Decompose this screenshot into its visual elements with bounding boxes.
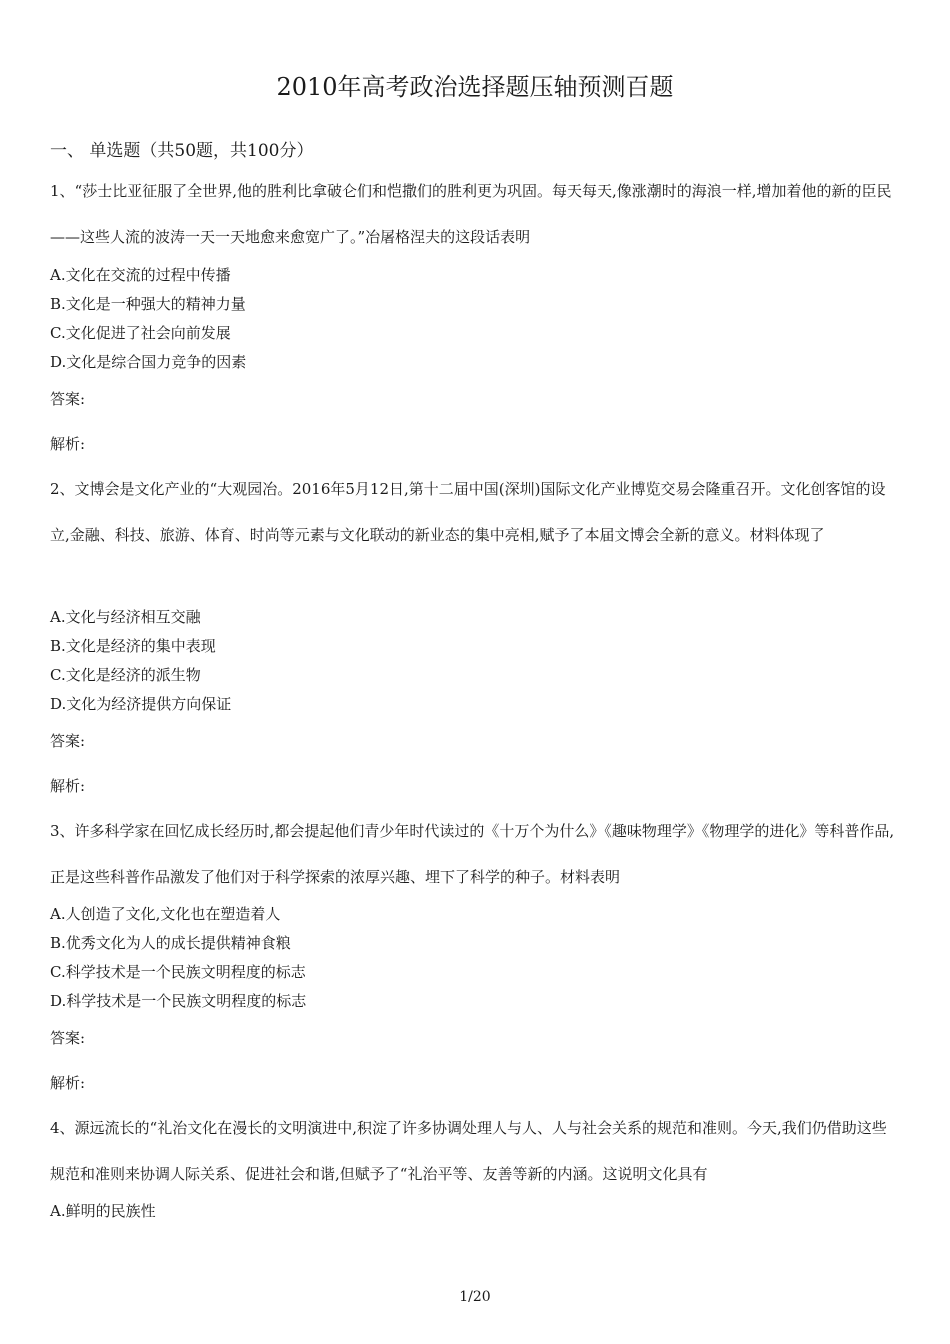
question-3-answer-label: 答案: bbox=[50, 1029, 86, 1047]
question-2-answer-label: 答案: bbox=[50, 732, 86, 750]
question-1-option-c: C.文化促进了社会向前发展 bbox=[50, 324, 231, 342]
question-1-option-b: B.文化是一种强大的精神力量 bbox=[50, 295, 246, 313]
question-4-stem: 4、源远流长的“礼治文化在漫长的文明演进中,积淀了许多协调处理人与人、人与社会关系的规范和准则。今天,我们仍借助这些规范和准则来协调人际关系、促进社会和谐,但赋予了“礼治平等、友善等新的内涵。这说明文化具有 bbox=[50, 1119, 887, 1183]
question-2-option-b: B.文化是经济的集中表现 bbox=[50, 637, 216, 655]
page-number: 1/20 bbox=[459, 1289, 491, 1305]
question-3-option-a: A.人创造了文化,文化也在塑造着人 bbox=[50, 905, 281, 923]
question-3-option-c: C.科学技术是一个民族文明程度的标志 bbox=[50, 963, 306, 981]
question-4-option-a: A.鲜明的民族性 bbox=[50, 1202, 156, 1220]
document-title: 2010年高考政治选择题压轴预测百题 bbox=[276, 73, 674, 101]
question-2-stem: 2、文博会是文化产业的“大观园冶。2016年5月12日,第十二届中国(深圳)国际文化产业博览交易会隆重召开。文化创客馆的设立,金融、科技、旅游、体育、时尚等元素与文化联动的新业态的集中亮相,赋予了本届文博会全新的意义。材料体现了 bbox=[50, 480, 886, 544]
question-1-analysis-label: 解析: bbox=[50, 435, 86, 453]
question-3-analysis-label: 解析: bbox=[50, 1074, 86, 1092]
question-3-option-b: B.优秀文化为人的成长提供精神食粮 bbox=[50, 934, 291, 952]
question-1-answer-label: 答案: bbox=[50, 390, 86, 408]
question-1-option-a: A.文化在交流的过程中传播 bbox=[50, 266, 231, 284]
question-3-option-d: D.科学技术是一个民族文明程度的标志 bbox=[50, 992, 307, 1010]
question-1-stem: 1、“莎士比亚征服了全世界,他的胜利比拿破仑们和恺撒们的胜利更为巩固。每天每天,像涨潮时的海浪一样,增加着他的新的臣民——这些人流的波涛一天一天地愈来愈宽广了。”冶屠格涅夫的这段话表明 bbox=[50, 182, 892, 246]
question-2-option-a: A.文化与经济相互交融 bbox=[50, 608, 201, 626]
question-2-analysis-label: 解析: bbox=[50, 777, 86, 795]
question-2-option-d: D.文化为经济提供方向保证 bbox=[50, 695, 232, 713]
section-heading: 一、 单选题（共50题，共100分） bbox=[50, 141, 314, 161]
question-2-option-c: C.文化是经济的派生物 bbox=[50, 666, 201, 684]
question-1-option-d: D.文化是综合国力竞争的因素 bbox=[50, 353, 247, 371]
question-3-stem: 3、许多科学家在回忆成长经历时,都会提起他们青少年时代读过的《十万个为什么》《趣味物理学》《物理学的进化》等科普作品,正是这些科普作品激发了他们对于科学探索的浓厚兴趣、埋下了科学的种子。材料表明 bbox=[50, 822, 895, 886]
